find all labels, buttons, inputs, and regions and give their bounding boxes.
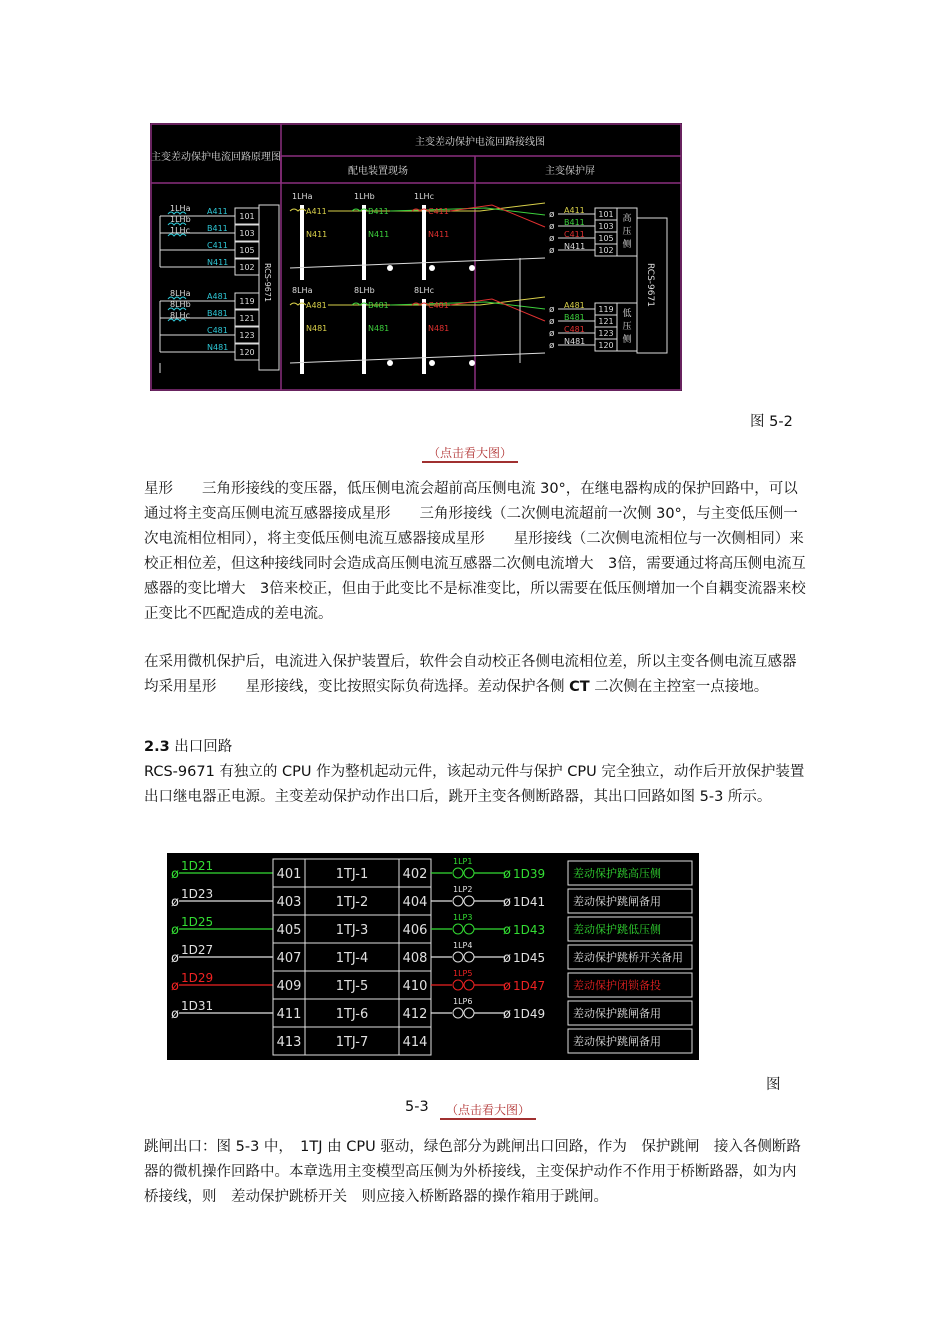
- fig1-field-ct-label: 1LHb: [354, 192, 375, 201]
- fig1-right-wire-label: C411: [564, 230, 585, 239]
- fig2-terminal-out: 412: [402, 1007, 428, 1022]
- fig2-left-connector: ø: [171, 867, 179, 882]
- fig2-right-terminal-label: 1D39: [513, 867, 546, 881]
- fig2-left-connector: ø: [171, 1007, 179, 1022]
- fig1-right-terminal-label: 101: [598, 210, 614, 219]
- fig1-right-wire-label: N411: [564, 242, 586, 251]
- fig1-left-ct-label: 8LHc: [170, 311, 190, 320]
- fig1-field-ct-label: 8LHa: [292, 286, 313, 295]
- section-number: 2.3: [144, 739, 170, 755]
- fig2-left-connector: ø: [171, 951, 179, 966]
- section-title: 出口回路: [169, 739, 233, 755]
- figure-5-2-diagram: [150, 123, 682, 391]
- fig1-field-junction: [387, 360, 393, 366]
- fig1-field-neutral-label: N411: [306, 230, 328, 239]
- fig1-field-neutral-label: N481: [368, 324, 390, 333]
- fig2-plate-label: 1LP1: [453, 857, 473, 866]
- paragraph-star-delta: 星形 三角形接线的变压器，低压侧电流会超前高压侧电流 30°，在继电器构成的保护回路中，可以通过将主变高压侧电流互感器接成星形 三角形接线（二次侧电流超前一次侧 30°，与主变低压侧一次电流相位相同），将主变低压侧电流互感器接成星形 星形接线（二次侧电流相位与一次侧相同）来校正相位差，但这种接线同时会造成高压侧电流互感器二次侧电流增大 3倍，需要通过将高压侧电流互感器的变比增大 3倍来校正，但由于此变比不是标准变比，所以需要在低压侧增加一个自耦变流器来校正变比不匹配造成的差电流。: [144, 481, 806, 622]
- fig2-left-terminal-label: 1D21: [181, 859, 214, 873]
- fig1-right-wire-label: C481: [564, 325, 585, 334]
- fig2-left-terminal-label: 1D31: [181, 999, 214, 1013]
- fig1-right-terminal-label: 120: [598, 341, 614, 350]
- fig2-relay-label: 1TJ-1: [335, 867, 369, 882]
- fig2-left-terminal-label: 1D27: [181, 943, 214, 957]
- fig1-field-ct-bar: [300, 205, 304, 280]
- fig1-sub-right: 主变保护屏: [545, 166, 595, 177]
- fig2-plate-label: 1LP3: [453, 913, 473, 922]
- fig2-desc-label: 差动保护跳闸备用: [573, 1035, 661, 1048]
- fig2-terminal-in: 409: [276, 979, 302, 994]
- fig2-right-connector: ø: [503, 951, 511, 966]
- fig1-right-connector: ø: [549, 234, 555, 244]
- fig1-right-connector: ø: [549, 341, 555, 351]
- fig1-left-device-label: RCS-9671: [263, 263, 272, 303]
- fig2-right-terminal-label: 1D41: [513, 895, 546, 909]
- fig2-right-connector: ø: [503, 895, 511, 910]
- fig1-left-ct-label: 8LHa: [170, 289, 191, 298]
- fig2-plate-label: 1LP2: [453, 885, 473, 894]
- fig2-right-connector: ø: [503, 923, 511, 938]
- fig2-terminal-out: 402: [402, 867, 428, 882]
- para2-text-c: 二次侧在主控室一点接地。: [589, 679, 769, 695]
- fig1-right-wire-label: A411: [564, 206, 585, 215]
- fig2-right-terminal-label: 1D47: [513, 979, 546, 993]
- section-heading: [144, 735, 808, 760]
- fig2-terminal-out: 404: [402, 895, 428, 910]
- fig1-title-left: 主变差动保护电流回路原理图: [151, 152, 281, 163]
- fig2-relay-label: 1TJ-5: [335, 979, 369, 994]
- fig1-right-connector: ø: [549, 305, 555, 315]
- fig2-desc-label: 差动保护跳桥开关备用: [573, 951, 683, 964]
- fig1-right-side-label: 低: [622, 309, 632, 319]
- fig1-left-ct-label: 8LHb: [170, 300, 191, 309]
- fig1-left-terminal-label: 119: [239, 297, 255, 306]
- para2-ct: CT: [569, 679, 590, 695]
- fig2-right-connector: ø: [503, 1007, 511, 1022]
- fig1-right-terminal-label: 105: [598, 234, 614, 243]
- fig1-left-terminal-label: 101: [239, 212, 255, 221]
- fig2-plate-label: 1LP4: [453, 941, 473, 950]
- fig2-terminal-out: 406: [402, 923, 428, 938]
- fig1-left-wire-label: B481: [207, 309, 228, 318]
- fig2-terminal-in: 403: [276, 895, 302, 910]
- fig1-right-side-label: 压: [622, 322, 632, 332]
- fig1-field-ct-bar: [422, 205, 426, 280]
- fig2-relay-label: 1TJ-2: [335, 895, 369, 910]
- fig1-left-wire-label: C411: [207, 241, 228, 250]
- fig2-desc-label: 差动保护跳闸备用: [573, 1007, 661, 1020]
- fig1-field-ct-label: 1LHc: [414, 192, 434, 201]
- fig1-field-neutral-label: N411: [368, 230, 390, 239]
- fig1-field-ct-bar: [422, 299, 426, 374]
- fig1-left-wire-label: C481: [207, 326, 228, 335]
- figure-5-2-caption: 图 5-2: [750, 414, 793, 430]
- fig1-left-ct-label: 1LHc: [170, 226, 190, 235]
- fig1-field-junction: [469, 265, 475, 271]
- fig2-relay-label: 1TJ-4: [335, 951, 369, 966]
- fig1-left-ct-label: 1LHa: [170, 204, 191, 213]
- fig1-right-connector: ø: [549, 329, 555, 339]
- fig1-right-side-label: 压: [622, 227, 632, 237]
- fig1-field-ct-bar: [362, 299, 366, 374]
- fig1-left-wire-label: A411: [207, 207, 228, 216]
- fig1-field-ct-label: 1LHa: [292, 192, 313, 201]
- fig2-plate-label: 1LP5: [453, 969, 473, 978]
- fig2-terminal-out: 408: [402, 951, 428, 966]
- para2-text-a: 在采用微机保护后，电流进入保护装置后，软件会自动校正各侧电流相位差，所以主变各侧电流互感器均采用星形 星形接线，变比按照实际负荷选择。差动保护各侧: [144, 654, 797, 695]
- fig1-right-wire-label: B481: [564, 313, 585, 322]
- figure-5-3-diagram: [167, 853, 699, 1060]
- fig2-plate-label: 1LP6: [453, 997, 473, 1006]
- fig1-left-wire-label: B411: [207, 224, 228, 233]
- fig1-field-neutral-label: N481: [306, 324, 328, 333]
- fig2-terminal-in: 401: [276, 867, 302, 882]
- fig1-field-junction: [469, 360, 475, 366]
- fig2-terminal-in: 411: [276, 1007, 302, 1022]
- fig2-left-terminal-label: 1D25: [181, 915, 214, 929]
- fig2-relay-label: 1TJ-6: [335, 1007, 369, 1022]
- fig2-left-connector: ø: [171, 923, 179, 938]
- fig2-right-terminal-label: 1D43: [513, 923, 546, 937]
- fig2-left-connector: ø: [171, 895, 179, 910]
- fig1-left-terminal-label: 123: [239, 331, 255, 340]
- fig1-title-main: 主变差动保护电流回路接线图: [415, 137, 545, 148]
- paragraph-trip-exit: 跳闸出口：图 5-3 中， 1TJ 由 CPU 驱动，绿色部分为跳闸出口回路，作为 保护跳闸 接入各侧断路器的微机操作回路中。本章选用主变模型高压侧为外桥接线，主变保护动作不作用于桥断路器，如为内桥接线，则 差动保护跳桥开关 则应接入桥断路器的操作箱用于跳闸。: [144, 1139, 801, 1205]
- fig2-relay-label: 1TJ-3: [335, 923, 369, 938]
- fig2-terminal-in: 407: [276, 951, 302, 966]
- fig2-desc-label: 差动保护跳低压侧: [573, 923, 661, 936]
- fig1-right-side-label: 高: [622, 214, 632, 224]
- fig1-field-phase-label: C411: [428, 207, 449, 216]
- paragraph-exit-circuit: RCS-9671 有独立的 CPU 作为整机起动元件，该起动元件与保护 CPU 完全独立，动作后开放保护装置出口继电器正电源。主变差动保护动作出口后，跳开主变各侧断路器，其出口回路如图 5-3 所示。: [144, 764, 805, 805]
- fig1-right-connector: ø: [549, 222, 555, 232]
- fig2-terminal-out: 410: [402, 979, 428, 994]
- paragraph-microcomputer-protection: [144, 650, 808, 700]
- fig1-left-wire-label: N481: [207, 343, 229, 352]
- fig1-right-terminal-label: 102: [598, 246, 614, 255]
- figure-5-2-enlarge-link[interactable]: （点击看大图）: [422, 445, 518, 463]
- fig1-field-neutral-label: N411: [428, 230, 450, 239]
- fig2-terminal-in: 413: [276, 1035, 302, 1050]
- fig2-right-connector: ø: [503, 979, 511, 994]
- fig1-right-terminal-label: 103: [598, 222, 614, 231]
- fig1-left-terminal-label: 102: [239, 263, 255, 272]
- fig1-right-terminal-label: 123: [598, 329, 614, 338]
- fig1-right-wire-label: N481: [564, 337, 586, 346]
- fig1-left-terminal-label: 121: [239, 314, 255, 323]
- fig2-desc-label: 差动保护跳闸备用: [573, 895, 661, 908]
- fig1-sub-left: 配电装置现场: [348, 166, 408, 177]
- fig2-terminal-in: 405: [276, 923, 302, 938]
- fig1-left-terminal-label: 120: [239, 348, 255, 357]
- fig1-left-terminal-label: 103: [239, 229, 255, 238]
- fig1-right-connector: ø: [549, 246, 555, 256]
- fig1-field-phase-label: C481: [428, 301, 449, 310]
- figure-5-3-caption-number: 5-3: [405, 1099, 429, 1115]
- fig1-left-ct-label: 1LHb: [170, 215, 191, 224]
- figure-5-3-caption-label: 图: [766, 1077, 781, 1093]
- fig1-right-terminal-label: 119: [598, 305, 614, 314]
- fig1-right-connector: ø: [549, 210, 555, 220]
- fig1-right-side-label: 侧: [622, 240, 632, 250]
- fig1-field-junction: [429, 265, 435, 271]
- fig1-field-phase-label: B411: [368, 207, 389, 216]
- fig1-right-terminal-label: 121: [598, 317, 614, 326]
- fig1-right-side-label: 侧: [622, 335, 632, 345]
- fig1-field-junction: [429, 360, 435, 366]
- fig1-right-wire-label: B411: [564, 218, 585, 227]
- fig2-relay-label: 1TJ-7: [335, 1035, 369, 1050]
- fig1-field-phase-label: A411: [306, 207, 327, 216]
- fig1-field-junction: [387, 265, 393, 271]
- figure-5-3-enlarge-link[interactable]: （点击看大图）: [440, 1102, 536, 1120]
- fig2-desc-label: 差动保护闭锁备投: [573, 979, 661, 992]
- fig2-right-connector: ø: [503, 867, 511, 882]
- fig1-field-phase-label: B481: [368, 301, 389, 310]
- fig1-left-terminal-label: 105: [239, 246, 255, 255]
- fig1-left-wire-label: N411: [207, 258, 229, 267]
- fig2-right-terminal-label: 1D49: [513, 1007, 546, 1021]
- fig2-right-terminal-label: 1D45: [513, 951, 546, 965]
- fig2-left-terminal-label: 1D29: [181, 971, 214, 985]
- fig2-left-terminal-label: 1D23: [181, 887, 214, 901]
- fig1-field-ct-bar: [362, 205, 366, 280]
- fig2-left-connector: ø: [171, 979, 179, 994]
- fig2-desc-label: 差动保护跳高压侧: [573, 867, 661, 880]
- fig1-field-phase-label: A481: [306, 301, 327, 310]
- fig1-right-wire-label: A481: [564, 301, 585, 310]
- fig1-right-device-label: RCS-9671: [645, 263, 655, 307]
- fig1-field-ct-label: 8LHb: [354, 286, 375, 295]
- fig2-terminal-out: 414: [402, 1035, 428, 1050]
- fig1-left-wire-label: A481: [207, 292, 228, 301]
- fig1-field-ct-label: 8LHc: [414, 286, 434, 295]
- fig1-field-neutral-label: N481: [428, 324, 450, 333]
- fig1-right-connector: ø: [549, 317, 555, 327]
